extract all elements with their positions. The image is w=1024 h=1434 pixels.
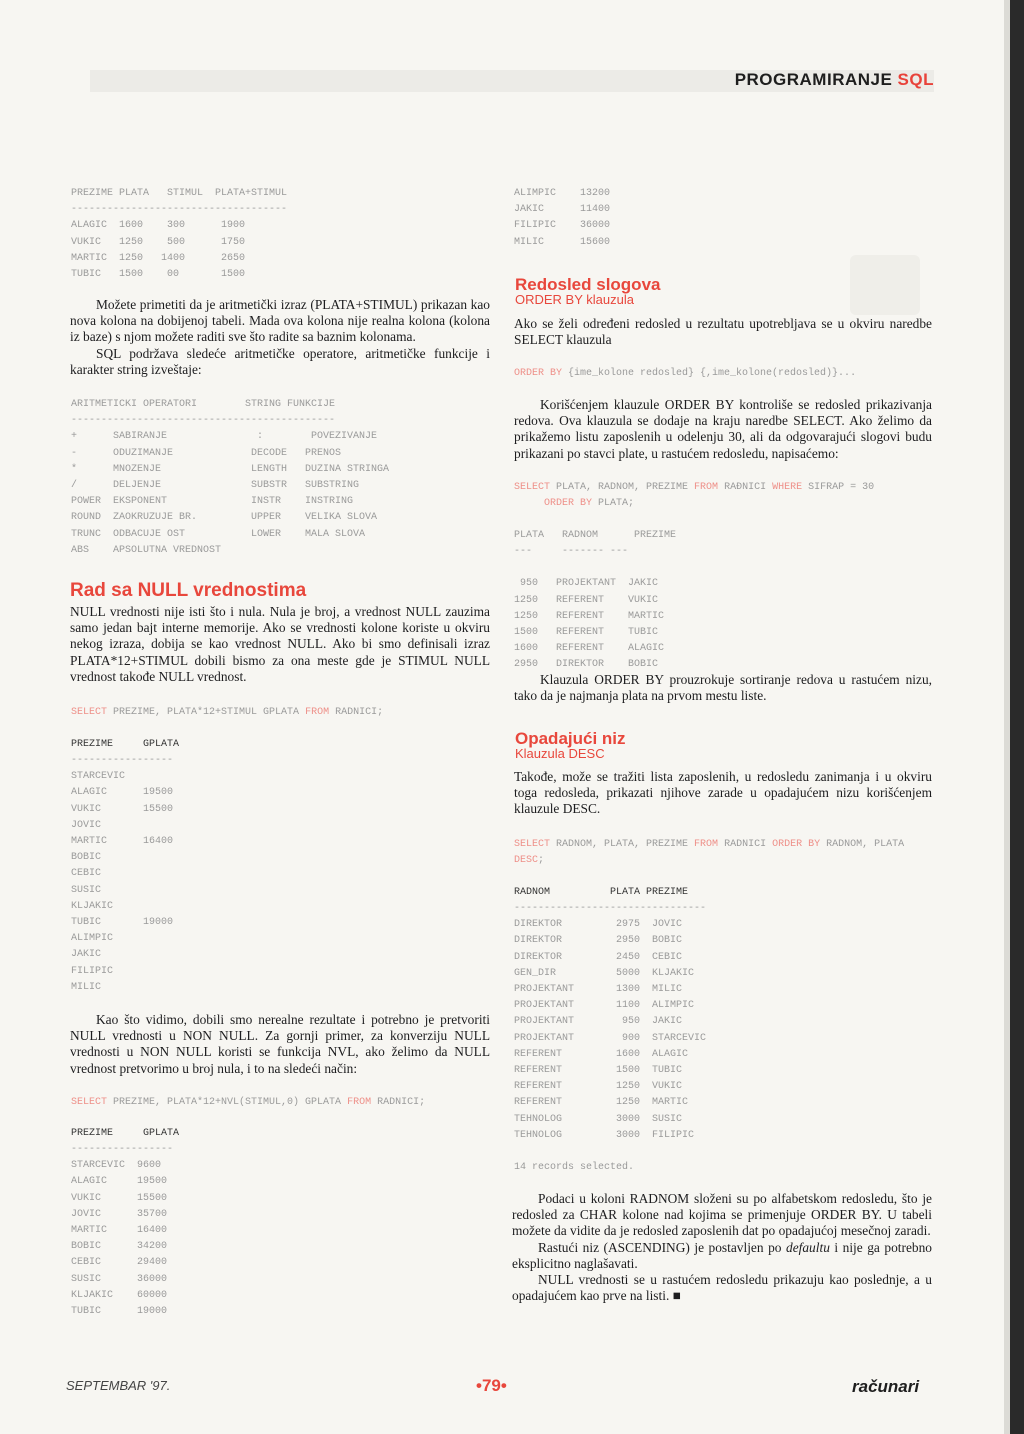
intro-text [70, 297, 490, 378]
order-table-body: --- ------- --- 950 PROJEKTANT JAKIC 1250 REFERENT VUKIC 1250 REFERENT MARTIC 1500 REFERENT TUBIC 1600 REFERENT ALAGIC 2950 DIREKTOR BOBIC [514, 546, 665, 671]
sql-keyword: SELECT [514, 839, 551, 850]
sql-query-4 [514, 837, 904, 869]
show-through-shape [850, 255, 920, 315]
order-heading: Redosled slogova [515, 275, 661, 294]
sql-keyword: ORDER BY [544, 498, 593, 510]
intro-paragraph-2: SQL podržava sledeće aritmetičke operatore, aritmetičke funkcije i karakter string izveštaje: [70, 345, 490, 377]
desc-table-header: RADNOM PLATA PREZIME [514, 887, 689, 898]
order-text-3: Klauzula ORDER BY prouzrokuje sortiranje redova u rastućem nizu, tako da je najmanja plata na prvom mestu liste. [514, 672, 932, 704]
sql-keyword: ORDER BY [772, 839, 821, 850]
sql-text: PREZIME, PLATA*12+NVL(STIMUL,0) GPLATA [107, 1097, 348, 1108]
top-right-table: ALIMPIC 13200 JAKIC 11400 FILIPIC 36000 MILIC 15600 [514, 188, 611, 248]
header-title: PROGRAMIRANJE [734, 70, 893, 89]
header-sql: SQL [897, 70, 934, 89]
null-paragraph [70, 604, 490, 685]
sql-text: PREZIME, PLATA*12+STIMUL GPLATA [107, 707, 306, 718]
sql-keyword: ORDER BY [514, 368, 563, 379]
sql-text: ; [538, 855, 545, 867]
final-text-b: i nije ga potrebno eksplicitno naglašavati. [512, 1239, 932, 1271]
page-number: •79• [476, 1376, 507, 1395]
order-subheading: ORDER BY klauzula [515, 292, 634, 307]
nvl-table-body: ----------------- STARCEVIC 9600 ALAGIC 19500 VUKIC 15500 JOVIC 35700 MARTIC 16400 BOBIC 34200 CEBIC 29400 SUSIC 36000 KLJAKIC 60000 TUBIC 19000 [71, 1144, 174, 1318]
sql-keyword: WHERE [772, 482, 803, 493]
sql-text: PLATA, RADNOM, PREZIME [550, 482, 695, 493]
sql-text: SIFRAP = 30 [802, 482, 875, 493]
desc-text: Takođe, može se tražiti lista zaposlenih, u redosledu zanimanja i u okviru toga redosleda, prikazati njihove zarade u opadajućem nizu korišćenjem klauzule DESC. [514, 769, 932, 817]
intro-paragraph-1: Možete primetiti da je aritmetički izraz (PLATA+STIMUL) prikazan kao nova kolona na dobijenoj tabeli. Mada ova kolona nije realna kolona (kolona iz baze) s njom možete raditi sve što radite sa baznim kolonama. [70, 297, 490, 345]
desc-subheading: Klauzula DESC [515, 746, 605, 761]
sql-text: PLATA; [592, 498, 635, 510]
gplata-table-body: ----------------- STARCEVIC ALAGIC 19500 VUKIC 15500 JOVIC MARTIC 16400 BOBIC CEBIC SUSIC KLJAKIC TUBIC 19000 ALIMPIC JAKIC FILIPIC MILIC [71, 755, 174, 993]
sql-keyword: SELECT [514, 482, 551, 493]
desc-paragraph [514, 769, 932, 818]
null-heading: Rad sa NULL vrednostima [70, 580, 307, 601]
sql-text: RADNOM, PLATA, PREZIME [550, 839, 695, 850]
sql-text: RADNICI; [329, 707, 384, 718]
final-text-em: defaultu [786, 1239, 830, 1255]
final-paragraph-1: Podaci u koloni RADNOM složeni su po alfabetskom redosledu, što je redosled za CHAR kolone nad kojima se primenjuje ORDER BY. U tabeli možete da vidite da je redosled zaposlenih dat po opadajućoj mesečnoj zaradi. [512, 1191, 932, 1239]
order-paragraph-2 [514, 397, 932, 462]
nvl-table-header: PREZIME GPLATA [71, 1128, 180, 1139]
page-edge [1010, 0, 1024, 1434]
final-paragraph-2 [512, 1240, 932, 1272]
section-header [735, 70, 934, 90]
sql-keyword: FROM [694, 839, 719, 850]
desc-table-body: -------------------------------- DIREKTOR 2975 JOVIC DIREKTOR 2950 BOBIC DIREKTOR 2450 CEBIC GEN_DIR 5000 KLJAKIC PROJEKTANT 1300 MILIC PROJEKTANT 1100 ALIMPIC PROJEKTANT 950 JAKIC PROJEKTANT 900 STARCEVIC REFERENT 1600 ALAGIC REFERENT 1500 TUBIC REFERENT 1250 VUKIC REFERENT 1250 MARTIC TEHNOLOG 3000 SUSIC TEHNOLOG 3000 FILIPIC [514, 903, 707, 1141]
sql-keyword: FROM [347, 1097, 372, 1108]
footer-date: SEPTEMBAR '97. [66, 1378, 171, 1393]
sql-text: RADNOM, PLATA [820, 839, 905, 850]
sql-text: RAĐNICI [718, 482, 773, 493]
final-text-a: Rastući niz (ASCENDING) je postavljen po [538, 1239, 786, 1255]
sql-query-2 [71, 1095, 425, 1111]
sql-text: {ime_kolone redosled} {,ime_kolone(redosled)}... [562, 368, 857, 379]
order-text-2: Korišćenjem klauzule ORDER BY kontroliše se redosled prikazivanja redova. Ova klauzula se dodaje na kraju naredbe SELECT. Ako želimo da prikažemo listu zaposlenih u odelenju 30, ali da odgovarajući slogovi budu prikazani po stavci plate, u rastućem redosledu, napisaćemo: [514, 397, 932, 461]
magazine-name: računari [852, 1377, 920, 1396]
order-table-header: PLATA RADNOM PREZIME [514, 530, 677, 541]
final-paragraph-3: NULL vrednosti se u rastućem redosledu prikazuju kao poslednje, a u opadajućem kao prve na listi. ■ [512, 1272, 932, 1304]
nvl-text: Kao što vidimo, dobili smo nerealne rezultate i potrebno je pretvoriti NULL vrednosti u NON NULL. Za gornji primer, za konverziju NULL vrednosti u NON NULL koristi se funkcija NVL, ako želimo da NULL vrednost pretvorimo u broj nula, i to na sledeći način: [70, 1012, 490, 1076]
sql-keyword: FROM [694, 482, 719, 493]
final-text [512, 1191, 932, 1304]
sql-query-1 [71, 705, 383, 721]
sql-keyword: FROM [305, 707, 330, 718]
order-text: Ako se želi određeni redosled u rezultatu upotrebljava se u okviru naredbe SELECT klauzula [514, 316, 932, 348]
order-paragraph-3 [514, 672, 932, 704]
operators-table: ARITMETICKI OPERATORI STRING FUNKCIJE -------------------------------------------- + SABIRANJE : POVEZIVANJE - ODUZIMANJE DECODE PRENOS * MNOZENJE LENGTH DUZINA STRINGA / DELJENJE SUBSTR SUBSTRING POWER EKSPONENT INSTR INSTRING ROUND ZAOKRUZUJE BR. UPPER VELIKA SLOVA TRUNC ODBACUJE OST LOWER MALA SLOVA ABS APSOLUTNA VREDNOST [71, 399, 390, 556]
desc-heading: Opadajući niz [515, 729, 626, 748]
sql-text: RADNICI; [371, 1097, 426, 1108]
order-syntax [514, 366, 856, 382]
sql-text: RADNICI [718, 839, 773, 850]
stimul-table: PREZIME PLATA STIMUL PLATA+STIMUL ------------------------------------ ALAGIC 1600 300 1900 VUKIC 1250 500 1750 MARTIC 1250 1400 2650 TUBIC 1500 00 1500 [71, 188, 288, 281]
sql-keyword: DESC [514, 855, 539, 867]
sql-query-3 [514, 480, 874, 512]
gplata-table-header: PREZIME GPLATA [71, 739, 180, 750]
nvl-paragraph [70, 1012, 490, 1077]
sql-keyword: SELECT [71, 707, 108, 718]
null-text: NULL vrednosti nije isti što i nula. Nula je broj, a vrednost NULL zauzima samo jedan bajt interne memorije. Ako se vrednosti kolone koriste u okviru nekog izraza, dobija se kao vrednost NULL. Ako bi smo definisali izraz PLATA*12+STIMUL dobili bismo za ona meste gde je STIMUL NULL vrednost takođe NULL vrednost. [70, 604, 490, 684]
order-paragraph [514, 316, 932, 348]
records-selected: 14 records selected. [514, 1162, 635, 1173]
sql-keyword: SELECT [71, 1097, 108, 1108]
